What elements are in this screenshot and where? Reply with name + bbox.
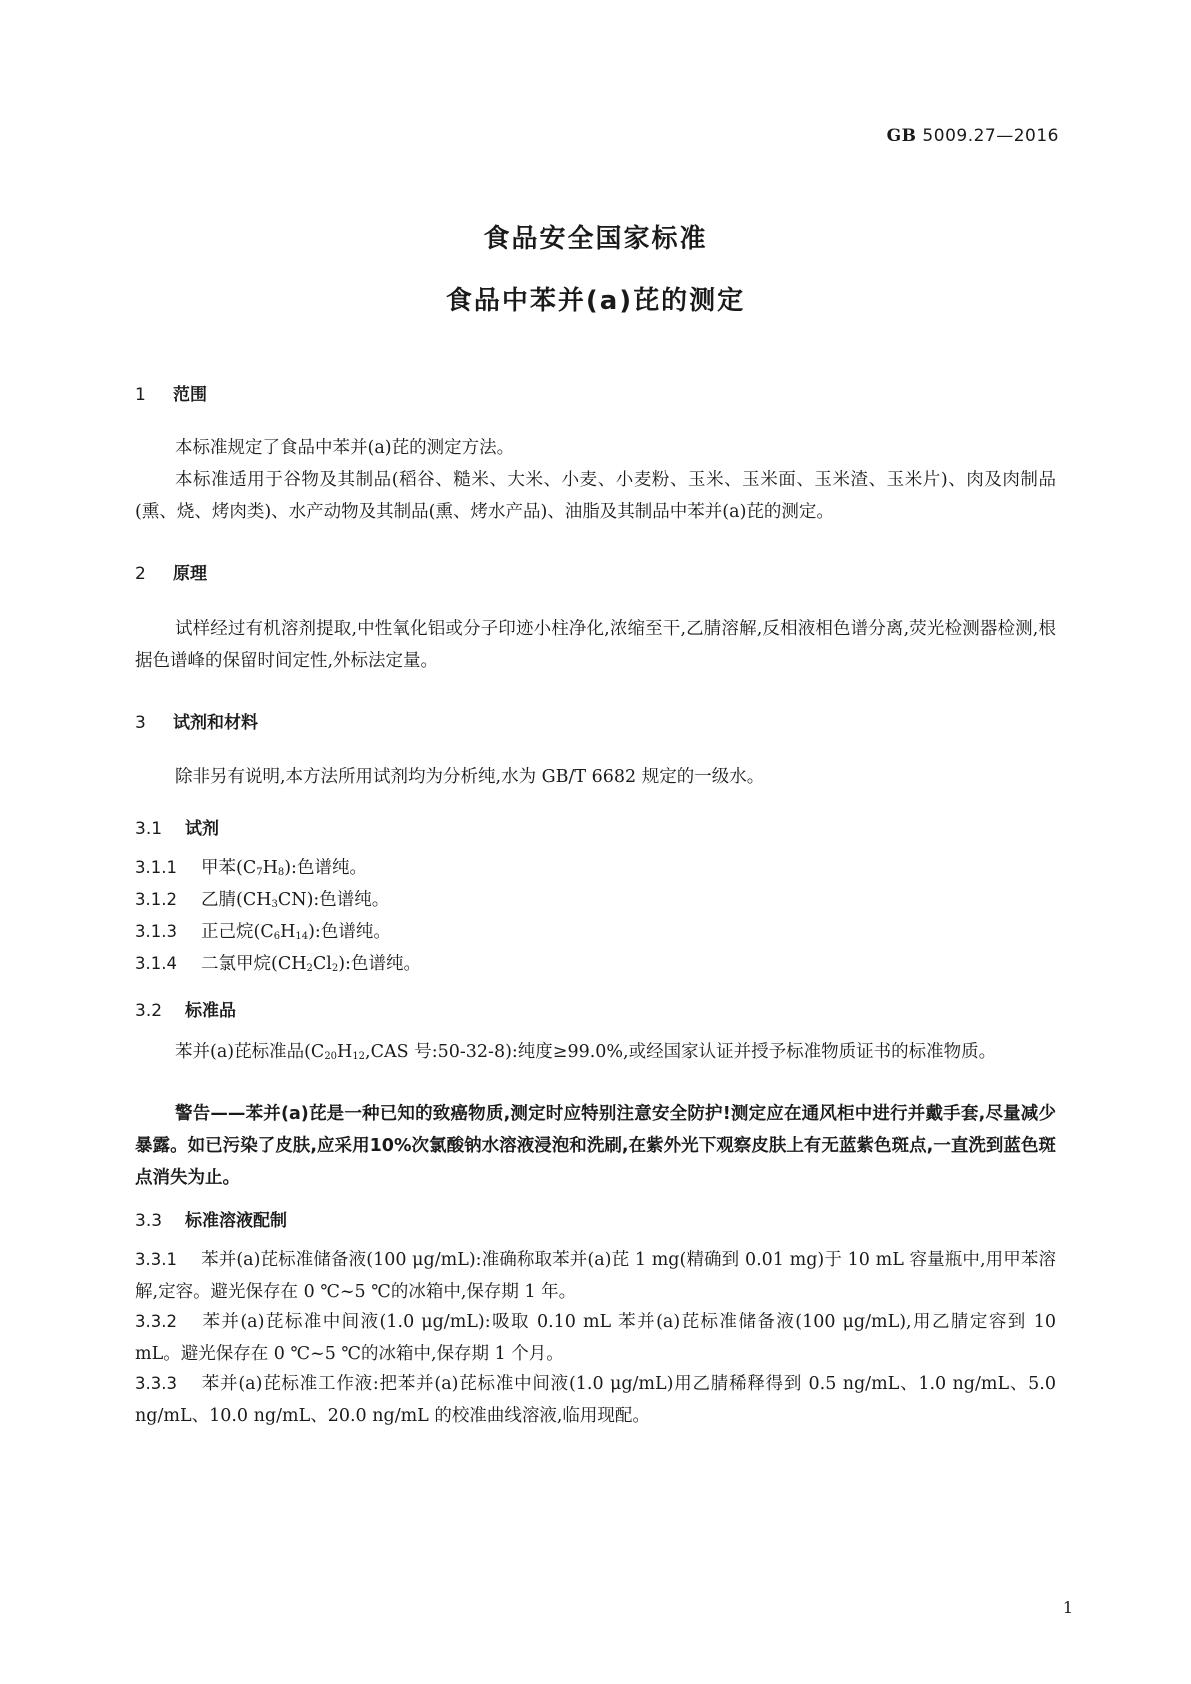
section-heading-2: 2 原理 (135, 564, 207, 584)
paragraph: 除非另有说明,本方法所用试剂均为分析纯,水为 GB/T 6682 规定的一级水。 (175, 767, 765, 787)
standard-code: GB 5009.27—2016 (886, 126, 1059, 146)
list-item: 3.3.2 苯并(a)芘标准中间液(1.0 μg/mL):吸取 0.10 mL 苯并(a)芘标准储备液(100 μg/mL),用乙腈定容到 10 mL。避光保存在 0 ℃~5 ℃的冰箱中,保存期 1 个月。 (135, 1312, 1056, 1364)
list-item: 3.3.3 苯并(a)芘标准工作液:把苯并(a)芘标准中间液(1.0 μg/mL)用乙腈稀释得到 0.5 ng/mL、1.0 ng/mL、5.0 ng/mL、10.0 ng/mL、20.0 ng/mL 的校准曲线溶液,临用现配。 (135, 1374, 1056, 1426)
paragraph: 本标准适用于谷物及其制品(稻谷、糙米、大米、小麦、小麦粉、玉米、玉米面、玉米渣、玉米片)、肉及肉制品(熏、烧、烤肉类)、水产动物及其制品(熏、烤水产品)、油脂及其制品中苯并(a)芘的测定。 (135, 470, 1056, 522)
section-heading-3-3: 3.3 标准溶液配制 (135, 1211, 287, 1231)
paragraph: 试样经过有机溶剂提取,中性氧化铝或分子印迹小柱净化,浓缩至干,乙腈溶解,反相液相色谱分离,荧光检测器检测,根据色谱峰的保留时间定性,外标法定量。 (135, 619, 1056, 671)
list-item: 3.1.4 二氯甲烷$(CH_2Cl_2)$:色谱纯。 (135, 954, 421, 974)
warning-paragraph: 警告——苯并(a)芘是一种已知的致癌物质,测定时应特别注意安全防护!测定应在通风柜中进行并戴手套,尽量减少暴露。如已污染了皮肤,应采用10%次氯酸钠水溶液浸泡和洗刷,在紫外光下观察皮肤上有无蓝紫色斑点,一直洗到蓝色斑点消失为止。 (135, 1104, 1056, 1188)
document-title: 食品安全国家标准 (483, 224, 708, 254)
document-subtitle: 食品中苯并(a)芘的测定 (445, 286, 746, 316)
section-heading-3: 3 试剂和材料 (135, 713, 258, 733)
paragraph: 本标准规定了食品中苯并(a)芘的测定方法。 (175, 438, 515, 458)
section-heading-3-1: 3.1 试剂 (135, 819, 219, 839)
section-heading-1: 1 范围 (135, 385, 207, 405)
section-heading-3-2: 3.2 标准品 (135, 1001, 236, 1021)
page-number: 1 (1062, 1598, 1073, 1617)
list-item: 3.1.2 乙腈$(CH_3CN)$:色谱纯。 (135, 890, 390, 910)
list-item: 3.3.1 苯并(a)芘标准储备液(100 μg/mL):准确称取苯并(a)芘 1 mg(精确到 0.01 mg)于 10 mL 容量瓶中,用甲苯溶解,定容。避光保存在 0 ℃~5 ℃的冰箱中,保存期 1 年。 (135, 1250, 1056, 1302)
list-item: 3.1.1 甲苯$(C_7H_8)$:色谱纯。 (135, 858, 367, 878)
paragraph: 苯并(a)芘标准品($C_{20}H_{12},CAS$ 号:50-32-8):纯度≥99.0%,或经国家认证并授予标准物质证书的标准物质。 (175, 1042, 997, 1062)
list-item: 3.1.3 正己烷$(C_6H_{14})$:色谱纯。 (135, 922, 391, 942)
